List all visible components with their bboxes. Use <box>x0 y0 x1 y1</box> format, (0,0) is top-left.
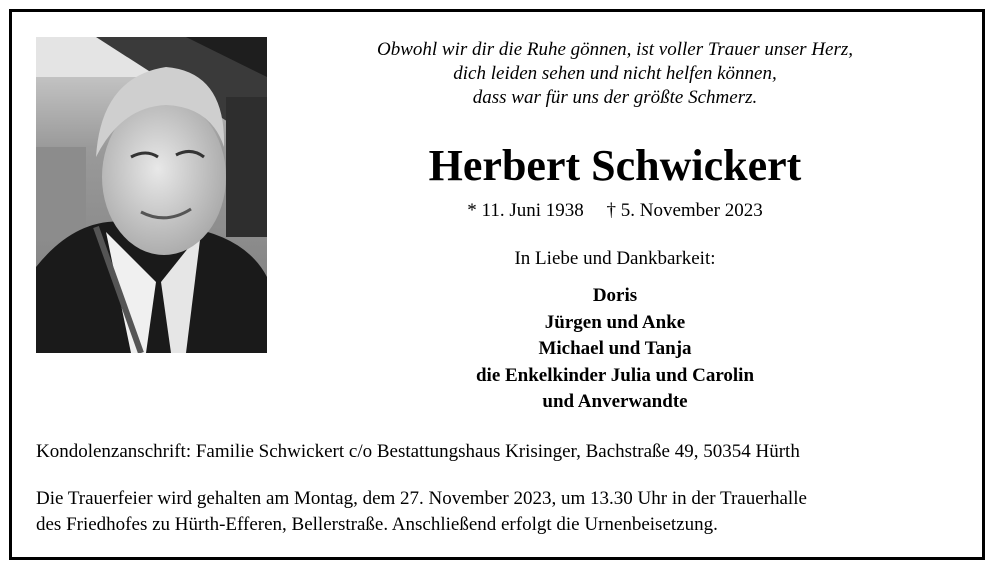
service-line: des Friedhofes zu Hürth-Efferen, Bellerstraße. Anschließend erfolgt die Urnenbeisetzung. <box>36 514 718 535</box>
portrait-photo <box>36 37 267 353</box>
life-dates <box>300 199 930 223</box>
deceased-name: Herbert Schwickert <box>428 141 802 190</box>
mourners-list <box>300 283 930 416</box>
service-line: Die Trauerfeier wird gehalten am Montag, dem 27. November 2023, um 13.30 Uhr in der Trauerhalle <box>36 488 807 509</box>
mourner-entry: die Enkelkinder Julia und Carolin <box>475 364 755 386</box>
dedication-line: In Liebe und Dankbarkeit: <box>514 248 716 269</box>
mourner-entry: und Anverwandte <box>542 391 688 412</box>
funeral-service-info <box>36 486 966 538</box>
mourner-entry: Michael und Tanja <box>538 338 692 359</box>
poem-line: dass war für uns der größte Schmerz. <box>472 87 758 108</box>
memorial-poem <box>300 38 930 110</box>
poem-line: Obwohl wir dir die Ruhe gönnen, ist voller Trauer unser Herz, <box>376 39 854 60</box>
condolence-address: Kondolenzanschrift: Familie Schwickert c/o Bestattungshaus Krisinger, Bachstraße 49, 50354 Hürth <box>36 441 800 462</box>
mourner-entry: Jürgen und Anke <box>544 311 686 333</box>
mourner-entry: Doris <box>592 285 638 306</box>
poem-line: dich leiden sehen und nicht helfen können, <box>453 63 777 84</box>
death-date: † 5. November 2023 <box>606 200 763 221</box>
birth-date: * 11. Juni 1938 <box>467 200 584 221</box>
